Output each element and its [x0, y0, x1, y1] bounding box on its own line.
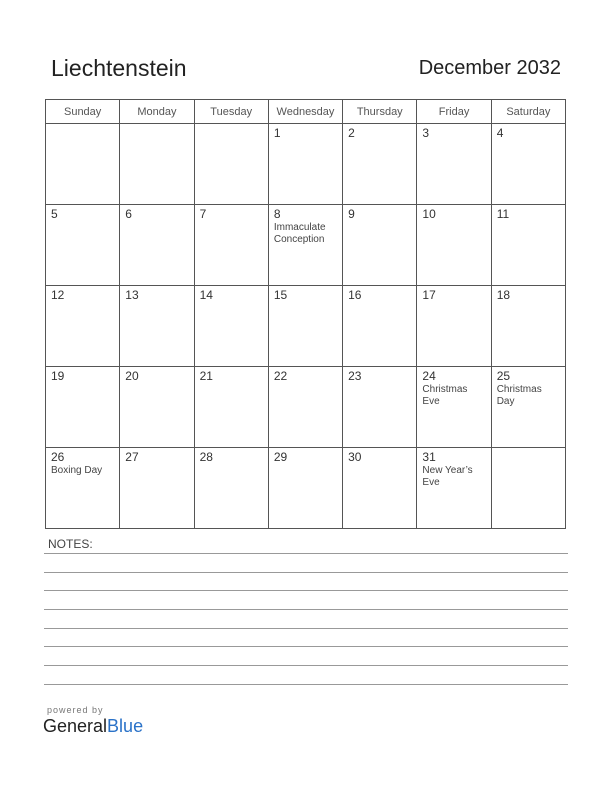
day-cell — [46, 367, 120, 448]
day-number: 27 — [125, 450, 139, 464]
holiday-label: Boxing Day — [51, 465, 103, 476]
generalblue-logo — [43, 716, 143, 737]
day-number: 18 — [496, 288, 511, 302]
day-cell — [491, 367, 565, 448]
month-title: December 2032 — [418, 57, 561, 79]
day-cell — [46, 448, 120, 529]
day-number: 29 — [273, 450, 288, 464]
day-cell — [417, 367, 491, 448]
day-cell — [491, 286, 565, 367]
weekday-header: Wednesday — [268, 100, 342, 124]
day-number: 5 — [51, 207, 58, 221]
day-cell — [343, 448, 417, 529]
day-number: 3 — [422, 126, 430, 140]
weekday-header: Friday — [417, 100, 491, 124]
day-number: 11 — [496, 207, 510, 221]
note-line — [44, 572, 568, 573]
day-cell — [120, 286, 194, 367]
week-row — [46, 286, 566, 367]
weekday-header-row — [46, 100, 566, 124]
day-cell — [417, 448, 491, 529]
day-number: 7 — [199, 207, 207, 221]
weekday-header: Thursday — [343, 100, 417, 124]
day-cell — [491, 124, 565, 205]
holiday-label: New Year’s Eve — [422, 465, 473, 488]
day-cell — [343, 124, 417, 205]
day-cell — [268, 367, 342, 448]
day-number: 20 — [125, 369, 139, 383]
day-number: 31 — [422, 450, 436, 464]
day-cell — [343, 205, 417, 286]
note-line — [44, 609, 568, 610]
day-cell — [120, 205, 194, 286]
note-line — [44, 590, 568, 591]
day-number: 19 — [51, 369, 65, 383]
note-line — [44, 646, 568, 647]
day-number: 2 — [348, 126, 355, 140]
day-number: 25 — [496, 369, 511, 383]
day-cell — [491, 448, 565, 529]
day-cell — [46, 124, 120, 205]
day-cell — [343, 367, 417, 448]
day-cell — [268, 448, 342, 529]
day-number: 8 — [273, 207, 281, 221]
day-cell — [194, 286, 268, 367]
day-cell — [194, 205, 268, 286]
weekday-header: Sunday — [46, 100, 120, 124]
day-cell — [268, 124, 342, 205]
day-number: 22 — [273, 369, 288, 383]
note-line — [44, 553, 568, 554]
day-number: 1 — [273, 126, 281, 140]
day-number: 21 — [199, 369, 213, 383]
day-cell — [120, 367, 194, 448]
notes-label: NOTES: — [48, 537, 93, 551]
day-number: 23 — [348, 369, 362, 383]
brand-blue: Blue — [107, 716, 144, 736]
day-number: 26 — [51, 450, 65, 464]
note-line — [44, 628, 568, 629]
holiday-label: Christmas Day — [496, 384, 542, 407]
week-row — [46, 367, 566, 448]
day-cell — [491, 205, 565, 286]
holiday-label: Immaculate Conception — [273, 222, 326, 245]
day-cell — [343, 286, 417, 367]
day-number: 28 — [199, 450, 213, 464]
weekday-header: Monday — [120, 100, 194, 124]
powered-by-text: powered by — [47, 705, 104, 715]
holiday-label: Christmas Eve — [422, 384, 468, 407]
day-cell — [268, 205, 342, 286]
day-cell — [417, 205, 491, 286]
day-number: 14 — [199, 288, 213, 302]
day-number: 30 — [348, 450, 362, 464]
day-cell — [46, 205, 120, 286]
day-cell — [194, 448, 268, 529]
day-cell — [268, 286, 342, 367]
day-number: 24 — [422, 369, 436, 383]
day-cell — [417, 124, 491, 205]
day-number: 12 — [51, 288, 65, 302]
note-line — [44, 665, 568, 666]
weekday-header: Tuesday — [194, 100, 268, 124]
week-row — [46, 205, 566, 286]
day-cell — [417, 286, 491, 367]
day-number: 4 — [496, 126, 504, 140]
week-row — [46, 448, 566, 529]
day-cell — [194, 124, 268, 205]
day-number: 9 — [348, 207, 355, 221]
brand-general: General — [43, 716, 108, 736]
day-number: 15 — [273, 288, 288, 302]
day-cell — [120, 124, 194, 205]
calendar-grid — [45, 99, 566, 529]
day-number: 13 — [125, 288, 139, 302]
day-cell — [46, 286, 120, 367]
weekday-header: Saturday — [491, 100, 565, 124]
day-number: 10 — [422, 207, 436, 221]
day-number: 17 — [422, 288, 436, 302]
week-row — [46, 124, 566, 205]
country-title: Liechtenstein — [51, 55, 187, 81]
day-number: 16 — [348, 288, 362, 302]
day-cell — [194, 367, 268, 448]
day-number: 6 — [125, 207, 132, 221]
day-cell — [120, 448, 194, 529]
note-line — [44, 684, 568, 685]
